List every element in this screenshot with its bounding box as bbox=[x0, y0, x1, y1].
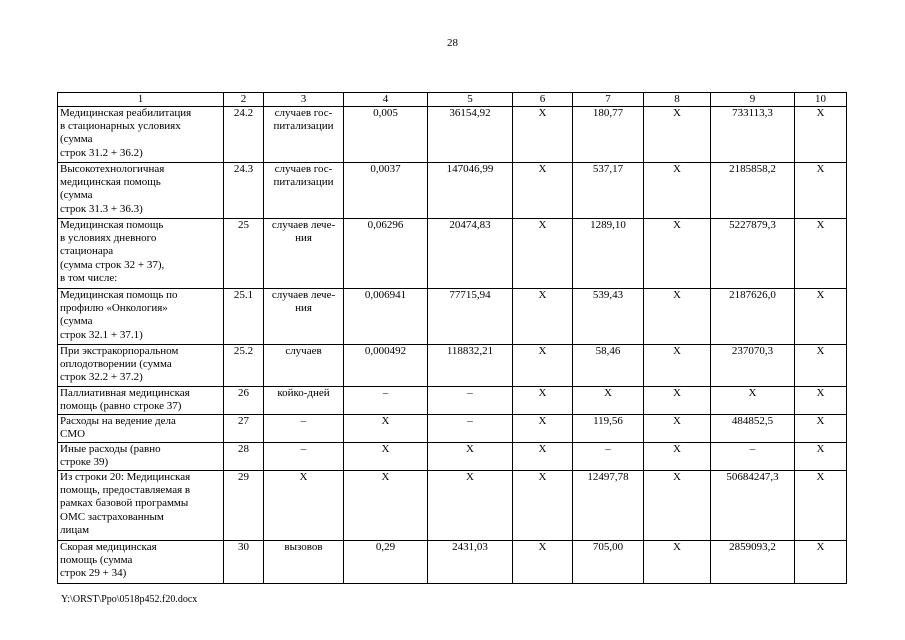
cell-line: Медицинская помощь по bbox=[60, 289, 178, 301]
cell-line: в условиях дневного bbox=[60, 232, 157, 245]
table-row bbox=[58, 387, 847, 415]
cell-line: оплодотворении (сумма bbox=[60, 358, 172, 371]
table-cell-col8: X bbox=[644, 541, 711, 584]
cell-line: – bbox=[300, 415, 307, 427]
table-cell-col1 bbox=[58, 387, 224, 415]
table-cell-col2: 25.2 bbox=[224, 345, 264, 387]
table-row bbox=[58, 443, 847, 471]
table-cell-col4: 0,000492 bbox=[344, 345, 428, 387]
cell-line: (сумма bbox=[60, 315, 93, 328]
table-cell-col5: 77715,94 bbox=[428, 289, 513, 345]
table-cell-col9: 484852,5 bbox=[711, 415, 795, 443]
table-cell-col3 bbox=[264, 289, 344, 345]
table-cell-col3 bbox=[264, 415, 344, 443]
cell-line: помощь (сумма bbox=[60, 554, 133, 567]
cell-line: случаев гос- bbox=[274, 107, 333, 119]
table-row bbox=[58, 541, 847, 584]
cell-line: (сумма строк 32 + 37), bbox=[60, 258, 165, 271]
table-cell-col7: 180,77 bbox=[573, 107, 644, 163]
cell-line: случаев лече- bbox=[271, 289, 336, 301]
table-cell-col7: X bbox=[573, 387, 644, 415]
table-row bbox=[58, 219, 847, 289]
table-cell-col8: X bbox=[644, 471, 711, 541]
table-cell-col6: X bbox=[513, 387, 573, 415]
cell-line: Расходы на ведение дела bbox=[60, 415, 176, 427]
header-cell: 1 bbox=[58, 93, 224, 107]
table-cell-col6: X bbox=[513, 471, 573, 541]
table-cell-col4: 0,005 bbox=[344, 107, 428, 163]
table-cell-col9: 733113,3 bbox=[711, 107, 795, 163]
table-cell-col3 bbox=[264, 107, 344, 163]
table-cell-col8: X bbox=[644, 163, 711, 219]
cell-line: медицинская помощь bbox=[60, 176, 161, 189]
page-number: 28 bbox=[447, 37, 458, 49]
table-cell-col4: – bbox=[344, 387, 428, 415]
cell-line: строк 32.1 + 37.1) bbox=[60, 328, 143, 341]
table-cell-col2: 24.2 bbox=[224, 107, 264, 163]
table-cell-col6: X bbox=[513, 443, 573, 471]
cell-line: помощь (равно строке 37) bbox=[60, 400, 182, 413]
cell-line: строк 32.2 + 37.2) bbox=[60, 371, 143, 384]
table-cell-col9: 2187626,0 bbox=[711, 289, 795, 345]
cell-line: рамках базовой программы bbox=[60, 497, 189, 510]
table-row bbox=[58, 163, 847, 219]
header-row bbox=[58, 93, 847, 107]
header-cell: 2 bbox=[224, 93, 264, 107]
cell-line: случаев лече- bbox=[271, 219, 336, 231]
table-cell-col7: 119,56 bbox=[573, 415, 644, 443]
cell-line: помощь, предоставляемая в bbox=[60, 484, 191, 497]
table-cell-col8: X bbox=[644, 415, 711, 443]
cell-line: лицам bbox=[60, 523, 90, 536]
cell-line: стационара bbox=[60, 245, 114, 258]
cell-line: Иные расходы (равно bbox=[60, 443, 161, 455]
cell-line: строк 29 + 34) bbox=[60, 567, 127, 580]
header-cell: 8 bbox=[644, 93, 711, 107]
table-cell-col6: X bbox=[513, 163, 573, 219]
header-cell: 7 bbox=[573, 93, 644, 107]
cell-line: случаев гос- bbox=[274, 163, 333, 175]
table-cell-col4: X bbox=[344, 471, 428, 541]
table-cell-col10: X bbox=[795, 219, 847, 289]
table-cell-col6: X bbox=[513, 107, 573, 163]
table-cell-col1 bbox=[58, 345, 224, 387]
table-cell-col1 bbox=[58, 541, 224, 584]
table-cell-col1 bbox=[58, 289, 224, 345]
table-row bbox=[58, 345, 847, 387]
table-cell-col8: X bbox=[644, 443, 711, 471]
table-cell-col4: 0,006941 bbox=[344, 289, 428, 345]
header-cell: 4 bbox=[344, 93, 428, 107]
table-cell-col4: X bbox=[344, 415, 428, 443]
table-cell-col8: X bbox=[644, 289, 711, 345]
table-cell-col4: 0,0037 bbox=[344, 163, 428, 219]
cell-line: питализации bbox=[273, 176, 334, 189]
cell-line: Из строки 20: Медицинская bbox=[60, 471, 191, 483]
table-cell-col5: – bbox=[428, 387, 513, 415]
table-cell-col5: 2431,03 bbox=[428, 541, 513, 584]
table-cell-col1 bbox=[58, 443, 224, 471]
table-cell-col9: 237070,3 bbox=[711, 345, 795, 387]
table-cell-col7: 537,17 bbox=[573, 163, 644, 219]
table-cell-col3 bbox=[264, 443, 344, 471]
cell-line: ния bbox=[295, 232, 312, 245]
cell-line: строк 31.3 + 36.3) bbox=[60, 202, 143, 215]
table-cell-col4: X bbox=[344, 443, 428, 471]
cell-line: в стационарных условиях bbox=[60, 120, 181, 133]
table-cell-col6: X bbox=[513, 345, 573, 387]
table-cell-col10: X bbox=[795, 387, 847, 415]
cell-line: ния bbox=[295, 302, 312, 315]
table-cell-col5: 36154,92 bbox=[428, 107, 513, 163]
cell-line: СМО bbox=[60, 428, 86, 441]
table-cell-col6: X bbox=[513, 415, 573, 443]
table-cell-col2: 26 bbox=[224, 387, 264, 415]
table-cell-col6: X bbox=[513, 541, 573, 584]
table-cell-col7: 12497,78 bbox=[573, 471, 644, 541]
table-cell-col2: 27 bbox=[224, 415, 264, 443]
cell-line: X bbox=[299, 471, 308, 483]
table-cell-col7: 1289,10 bbox=[573, 219, 644, 289]
table-cell-col10: X bbox=[795, 107, 847, 163]
cell-line: ОМС застрахованным bbox=[60, 510, 164, 523]
header-cell: 6 bbox=[513, 93, 573, 107]
cell-line: в том числе: bbox=[60, 271, 118, 284]
table-row bbox=[58, 289, 847, 345]
table-cell-col9: 50684247,3 bbox=[711, 471, 795, 541]
table-cell-col1 bbox=[58, 163, 224, 219]
table-cell-col5: 20474,83 bbox=[428, 219, 513, 289]
table-cell-col6: X bbox=[513, 219, 573, 289]
cell-line: (сумма bbox=[60, 133, 93, 146]
table-cell-col9: 2859093,2 bbox=[711, 541, 795, 584]
table-cell-col2: 30 bbox=[224, 541, 264, 584]
table-cell-col3 bbox=[264, 387, 344, 415]
cell-line: Паллиативная медицинская bbox=[60, 387, 190, 399]
table-cell-col2: 29 bbox=[224, 471, 264, 541]
table-row bbox=[58, 471, 847, 541]
header-cell: 9 bbox=[711, 93, 795, 107]
table-cell-col4: 0,06296 bbox=[344, 219, 428, 289]
table-cell-col1 bbox=[58, 107, 224, 163]
table-cell-col3 bbox=[264, 471, 344, 541]
cell-line: – bbox=[300, 443, 307, 455]
table-cell-col5: X bbox=[428, 471, 513, 541]
cell-line: профилю «Онкология» bbox=[60, 302, 168, 315]
data-table bbox=[57, 92, 847, 584]
cell-line: вызовов bbox=[284, 541, 323, 553]
table-cell-col10: X bbox=[795, 163, 847, 219]
footer-file-path: Y:\ORST\Ppo\0518p452.f20.docx bbox=[61, 594, 198, 605]
table-cell-col6: X bbox=[513, 289, 573, 345]
table-cell-col10: X bbox=[795, 289, 847, 345]
table-row bbox=[58, 415, 847, 443]
table-cell-col1 bbox=[58, 415, 224, 443]
table-cell-col1 bbox=[58, 219, 224, 289]
cell-line: (сумма bbox=[60, 189, 93, 202]
table-cell-col2: 28 bbox=[224, 443, 264, 471]
header-cell: 5 bbox=[428, 93, 513, 107]
cell-line: строке 39) bbox=[60, 456, 109, 469]
table-cell-col10: X bbox=[795, 415, 847, 443]
cell-line: случаев bbox=[285, 345, 322, 357]
table-cell-col7: 705,00 bbox=[573, 541, 644, 584]
table-cell-col9: X bbox=[711, 387, 795, 415]
cell-line: койко-дней bbox=[277, 387, 330, 399]
table-cell-col2: 24.3 bbox=[224, 163, 264, 219]
header-cell: 10 bbox=[795, 93, 847, 107]
table-cell-col1 bbox=[58, 471, 224, 541]
table-cell-col8: X bbox=[644, 387, 711, 415]
table-cell-col10: X bbox=[795, 443, 847, 471]
table-cell-col3 bbox=[264, 345, 344, 387]
table-cell-col9: 2185858,2 bbox=[711, 163, 795, 219]
table-cell-col5: 118832,21 bbox=[428, 345, 513, 387]
table-cell-col2: 25.1 bbox=[224, 289, 264, 345]
table-cell-col8: X bbox=[644, 219, 711, 289]
table-cell-col10: X bbox=[795, 541, 847, 584]
table-cell-col5: X bbox=[428, 443, 513, 471]
table-cell-col8: X bbox=[644, 345, 711, 387]
cell-line: питализации bbox=[273, 120, 334, 133]
table-cell-col3 bbox=[264, 541, 344, 584]
cell-line: Высокотехнологичная bbox=[60, 163, 165, 175]
table-cell-col7: 58,46 bbox=[573, 345, 644, 387]
table-cell-col10: X bbox=[795, 345, 847, 387]
table-cell-col9: – bbox=[711, 443, 795, 471]
table-cell-col9: 5227879,3 bbox=[711, 219, 795, 289]
table-cell-col5: – bbox=[428, 415, 513, 443]
table-row bbox=[58, 107, 847, 163]
table-cell-col7: – bbox=[573, 443, 644, 471]
table-cell-col3 bbox=[264, 219, 344, 289]
table-cell-col7: 539,43 bbox=[573, 289, 644, 345]
header-cell: 3 bbox=[264, 93, 344, 107]
cell-line: При экстракорпоральном bbox=[60, 345, 179, 357]
table-cell-col8: X bbox=[644, 107, 711, 163]
cell-line: Медицинская помощь bbox=[60, 219, 164, 231]
table-cell-col3 bbox=[264, 163, 344, 219]
cell-line: Скорая медицинская bbox=[60, 541, 157, 553]
table-cell-col10: X bbox=[795, 471, 847, 541]
table-cell-col2: 25 bbox=[224, 219, 264, 289]
table-cell-col4: 0,29 bbox=[344, 541, 428, 584]
cell-line: Медицинская реабилитация bbox=[60, 107, 192, 119]
table-cell-col5: 147046,99 bbox=[428, 163, 513, 219]
cell-line: строк 31.2 + 36.2) bbox=[60, 146, 143, 159]
